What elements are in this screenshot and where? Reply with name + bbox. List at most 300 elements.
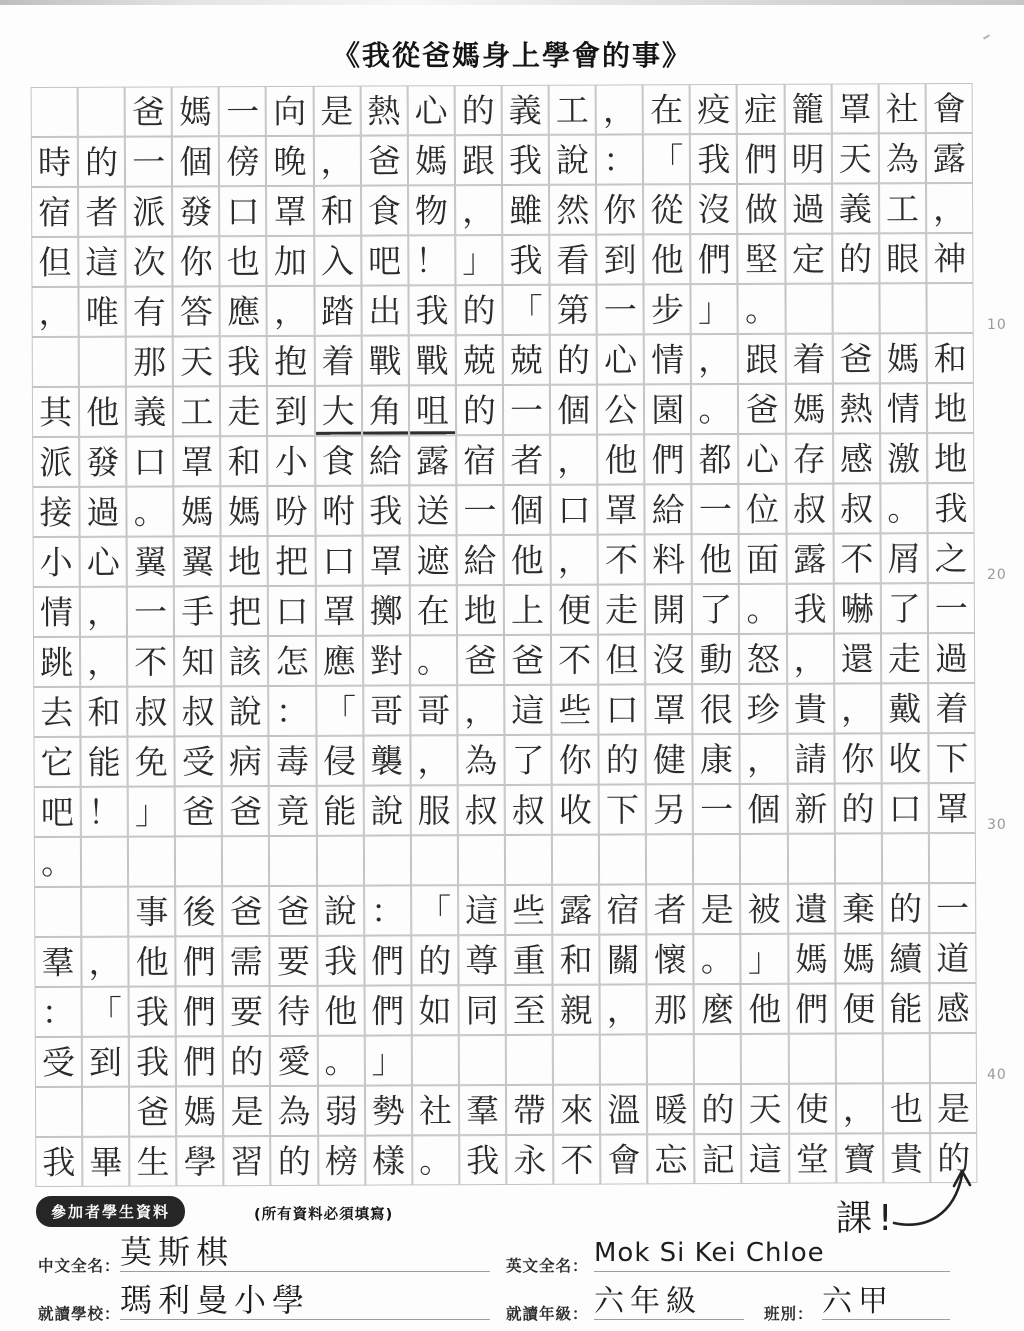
grid-cell: 定	[785, 234, 832, 284]
grid-cell: 羣	[34, 937, 81, 987]
grid-cell: 他	[79, 387, 126, 437]
grid-cell: 們	[364, 935, 411, 985]
grid-cell: 社	[412, 1085, 459, 1135]
grid-cell: 它	[33, 737, 80, 787]
grid-cell	[788, 1034, 835, 1084]
grid-cell: 宿	[31, 187, 78, 237]
grid-cell: 沒	[645, 634, 692, 684]
grid-cell	[34, 887, 81, 937]
grid-cell: 續	[882, 933, 929, 983]
grid-cell: 榜	[318, 1136, 365, 1186]
grid-cell: 咐	[315, 486, 362, 536]
grid-cell	[222, 836, 269, 886]
grid-cell: 他	[692, 534, 739, 584]
grid-cell: 口	[598, 684, 645, 734]
grid-cell: 們	[644, 434, 691, 484]
grid-cell: 重	[505, 935, 552, 985]
grid-cell: 為	[879, 133, 926, 183]
grid-cell: 地	[221, 536, 268, 586]
grid-cell: 們	[176, 986, 223, 1036]
grid-cell: 情	[644, 334, 691, 384]
grid-cell: 毒	[269, 736, 316, 786]
grid-cell: 來	[553, 1085, 600, 1135]
grid-cell: 跟	[455, 135, 502, 185]
grid-cell: 。	[739, 584, 786, 634]
grid-cell: 叔	[833, 483, 880, 533]
grid-cell: 接	[32, 487, 79, 537]
grid-cell: 貴	[787, 684, 834, 734]
grid-cell: 着	[928, 683, 975, 733]
grid-cell: 」	[691, 284, 738, 334]
grid-cell: 勢	[365, 1085, 412, 1135]
grid-cell: 遮	[409, 535, 456, 585]
grid-cell: 永	[506, 1135, 553, 1185]
grid-cell: 道	[929, 933, 976, 983]
grid-cell: 的	[455, 285, 502, 335]
grid-cell: 能	[882, 983, 929, 1033]
grid-cell: 走	[881, 633, 928, 683]
grid-cell: 一	[692, 484, 739, 534]
grid-cell: 一	[597, 284, 644, 334]
grid-cell: 罩	[267, 186, 314, 236]
grid-cell: 戴	[881, 683, 928, 733]
grid-cell: 們	[788, 984, 835, 1034]
grid-cell	[879, 283, 926, 333]
grid-cell: 口	[881, 783, 928, 833]
grid-cell: 明	[784, 134, 831, 184]
grid-cell: ，	[600, 984, 647, 1034]
grid-cell: 的	[930, 1133, 977, 1183]
grid-cell: 樣	[365, 1135, 412, 1185]
grid-cell: 服	[410, 785, 457, 835]
grid-cell: 很	[693, 684, 740, 734]
grid-cell: 他	[317, 986, 364, 1036]
grid-cell: 些	[505, 885, 552, 935]
grid-cell: 「	[643, 134, 690, 184]
grid-cell: 步	[644, 284, 691, 334]
grid-cell: 到	[82, 1037, 129, 1087]
grid-cell: 記	[695, 1134, 742, 1184]
grid-cell	[787, 834, 834, 884]
grid-cell: 把	[221, 586, 268, 636]
grid-cell: 踏	[314, 286, 361, 336]
grid-cell: 罩	[173, 436, 220, 486]
grid-cell: 屑	[880, 533, 927, 583]
grid-cell: 他	[129, 936, 176, 986]
grid-cell: 健	[646, 734, 693, 784]
grid-cell: 第	[550, 285, 597, 335]
grid-cell: 吧	[34, 787, 81, 837]
grid-cell: 和	[927, 333, 974, 383]
school-label: 就讀學校：	[38, 1305, 121, 1323]
grid-cell	[412, 1035, 459, 1085]
grid-cell	[81, 887, 128, 937]
grid-cell: 「	[316, 686, 363, 736]
grid-cell: 」	[364, 1035, 411, 1085]
grid-cell	[646, 834, 693, 884]
grid-cell: 說	[549, 135, 596, 185]
grid-cell: 遺	[788, 884, 835, 934]
grid-cell: 大	[315, 386, 362, 436]
grid-cell: 露	[786, 534, 833, 584]
grid-cell	[82, 1087, 129, 1137]
grid-cell	[31, 87, 78, 137]
grid-cell	[882, 833, 929, 883]
grid-cell: 該	[221, 636, 268, 686]
grid-cell: 工	[549, 85, 596, 135]
grid-cell	[32, 337, 79, 387]
grid-cell: 唯	[79, 287, 126, 337]
grid-cell: 個	[740, 784, 787, 834]
grid-cell: 對	[363, 635, 410, 685]
grid-cell: ，	[834, 683, 881, 733]
grid-cell: 。	[127, 486, 174, 536]
grid-cell: 爸	[832, 333, 879, 383]
chinese-name-label: 中文全名：	[38, 1257, 121, 1275]
grid-cell: 籠	[784, 84, 831, 134]
grid-cell: 的	[271, 1136, 318, 1186]
grid-cell: 是	[930, 1083, 977, 1133]
grid-cell: 都	[692, 434, 739, 484]
grid-cell: 宿	[456, 435, 503, 485]
grid-cell: 傍	[219, 136, 266, 186]
grid-cell: 不	[127, 636, 174, 686]
grid-cell: 去	[33, 687, 80, 737]
grid-cell	[79, 337, 126, 387]
grid-cell: 我	[459, 1135, 506, 1185]
grid-cell	[835, 1033, 882, 1083]
grid-cell: 小	[33, 537, 80, 587]
grid-cell: 你	[834, 733, 881, 783]
grid-cell: 忘	[647, 1134, 694, 1184]
grid-cell: 會	[600, 1134, 647, 1184]
grid-cell	[269, 836, 316, 886]
grid-cell: 「	[82, 987, 129, 1037]
grid-cell: 新	[787, 784, 834, 834]
grid-cell: 親	[553, 985, 600, 1035]
grid-cell: 動	[692, 634, 739, 684]
grid-cell: 那	[647, 984, 694, 1034]
grid-cell: 的	[223, 1036, 270, 1086]
grid-cell: 一	[929, 883, 976, 933]
grid-cell: ：	[364, 885, 411, 935]
grid-cell: 說	[222, 686, 269, 736]
grid-cell: 媽	[174, 486, 221, 536]
grid-cell: 翼	[127, 536, 174, 586]
grid-cell: 這	[742, 1134, 789, 1184]
grid-cell: 我	[927, 483, 974, 533]
grid-cell: 這	[458, 885, 505, 935]
grid-cell: 一	[125, 136, 172, 186]
grid-cell: 不	[553, 1135, 600, 1185]
grid-cell	[740, 834, 787, 884]
grid-cell: 給	[362, 435, 409, 485]
grid-cell: 和	[221, 436, 268, 486]
grid-cell: 心	[597, 334, 644, 384]
grid-cell: 沒	[690, 184, 737, 234]
grid-cell	[694, 1034, 741, 1084]
grid-cell: 。	[880, 483, 927, 533]
grid-cell: 能	[81, 737, 128, 787]
grid-cell	[785, 284, 832, 334]
grid-cell: 心	[739, 434, 786, 484]
grid-cell	[81, 837, 128, 887]
grid-cell: 擲	[362, 585, 409, 635]
grid-cell	[741, 1034, 788, 1084]
grid-cell: ，	[410, 735, 457, 785]
grid-cell: 堅	[738, 234, 785, 284]
grid-cell: 義	[126, 386, 173, 436]
grid-cell: 存	[786, 434, 833, 484]
badge-note: (所有資料必須填寫)	[254, 1207, 394, 1223]
grid-cell	[505, 835, 552, 885]
grid-cell: 們	[691, 234, 738, 284]
grid-cell: 口	[219, 186, 266, 236]
grid-cell: 跳	[33, 637, 80, 687]
grid-cell: 們	[176, 936, 223, 986]
grid-cell: 了	[881, 583, 928, 633]
grid-cell: 情	[33, 587, 80, 637]
grid-cell: 過	[928, 633, 975, 683]
grid-cell: 媽	[221, 486, 268, 536]
grid-cell: 的	[882, 883, 929, 933]
grid-cell: 那	[126, 336, 173, 386]
grid-cell: ：	[596, 134, 643, 184]
grid-cell: 口	[550, 485, 597, 535]
grid-cell: 他	[504, 535, 551, 585]
grid-cell: 把	[268, 536, 315, 586]
grid-cell: 地	[927, 383, 974, 433]
grid-cell: 珍	[740, 684, 787, 734]
grid-cell: 我	[129, 986, 176, 1036]
grid-cell: 園	[644, 384, 691, 434]
grid-cell: 爸	[270, 886, 317, 936]
grid-cell: 帶	[506, 1085, 553, 1135]
grid-cell	[930, 1033, 977, 1083]
grid-cell: 媽	[408, 135, 455, 185]
grid-cell: 哥	[363, 685, 410, 735]
grid-cell: 不	[598, 534, 645, 584]
grid-cell: ，	[31, 287, 78, 337]
line-count-10: 10	[987, 317, 1007, 333]
grid-cell: 「	[502, 285, 549, 335]
grid-cell: 然	[549, 185, 596, 235]
grid-cell: 和	[314, 186, 361, 236]
grid-cell: 開	[645, 584, 692, 634]
grid-cell: 爸	[129, 1086, 176, 1136]
grid-cell: ，	[81, 937, 128, 987]
grid-cell: 叔	[786, 484, 833, 534]
grid-cell: 答	[173, 286, 220, 336]
grid-cell: 侵	[316, 736, 363, 786]
grid-cell	[78, 87, 125, 137]
grid-cell: 的	[694, 1084, 741, 1134]
grid-cell: 麼	[694, 984, 741, 1034]
grid-cell: ，	[80, 587, 127, 637]
participant-info-badge: 參加者學生資料	[36, 1196, 185, 1227]
grid-cell: 疫	[690, 84, 737, 134]
grid-cell: 。	[34, 837, 81, 887]
grid-cell: ：	[269, 686, 316, 736]
grid-cell: 上	[504, 585, 551, 635]
essay-title: 《我從爸媽身上學會的事》	[331, 39, 692, 72]
grid-cell: ，	[80, 637, 127, 687]
grid-cell: 着	[314, 336, 361, 386]
grid-cell: 神	[926, 233, 973, 283]
grid-cell: 我	[502, 135, 549, 185]
grid-cell: 罩	[831, 83, 878, 133]
grid-cell: 弱	[318, 1086, 365, 1136]
grid-cell: 公	[597, 384, 644, 434]
grid-cell: 下	[599, 784, 646, 834]
grid-cell: 發	[79, 437, 126, 487]
grid-cell: 免	[128, 736, 175, 786]
grid-cell: 爸	[361, 135, 408, 185]
grid-cell: 你	[596, 184, 643, 234]
grid-cell: 食	[315, 436, 362, 486]
grid-cell: 爸	[457, 635, 504, 685]
grid-cell: ，	[457, 685, 504, 735]
grid-cell	[458, 835, 505, 885]
manuscript-grid	[31, 83, 978, 1187]
grid-cell: 要	[223, 986, 270, 1036]
grid-cell: 地	[927, 433, 974, 483]
grid-cell: 他	[644, 234, 691, 284]
grid-cell: 罩	[929, 783, 976, 833]
grid-cell: ，	[313, 136, 360, 186]
grid-cell: 我	[362, 485, 409, 535]
grid-cell: 個	[172, 136, 219, 186]
grid-cell: 罩	[362, 535, 409, 585]
grid-cell: 媽	[788, 934, 835, 984]
grid-cell: 位	[739, 484, 786, 534]
grid-cell: 哥	[410, 685, 457, 735]
grid-cell: 向	[266, 86, 313, 136]
grid-cell: 事	[128, 886, 175, 936]
grid-cell: 發	[172, 186, 219, 236]
grid-cell: 便	[551, 585, 598, 635]
grid-cell: 我	[502, 235, 549, 285]
grid-cell: 過	[79, 487, 126, 537]
grid-cell: 為	[270, 1086, 317, 1136]
grid-cell	[835, 833, 882, 883]
grid-cell: 為	[457, 735, 504, 785]
grid-cell: 激	[880, 433, 927, 483]
grid-cell: 的	[411, 935, 458, 985]
grid-cell: ，	[596, 84, 643, 134]
grid-cell: 過	[785, 184, 832, 234]
grid-cell: 他	[741, 984, 788, 1034]
grid-cell	[926, 283, 973, 333]
grid-cell: 走	[220, 386, 267, 436]
grade-label: 就讀年級：	[506, 1305, 589, 1323]
grid-cell: 叔	[505, 785, 552, 835]
grid-cell: 。	[410, 635, 457, 685]
grid-cell: 熱	[360, 85, 407, 135]
grid-cell: 習	[224, 1136, 271, 1186]
grid-cell: 我	[786, 584, 833, 634]
grid-cell: 不	[833, 533, 880, 583]
grid-cell: 。	[691, 384, 738, 434]
grid-cell: ，	[836, 1083, 883, 1133]
grid-cell: 入	[314, 236, 361, 286]
scan-edge-artifact	[0, 0, 1024, 5]
grid-cell: 媽	[835, 933, 882, 983]
grid-cell: 襲	[363, 735, 410, 785]
grid-cell: 同	[458, 985, 505, 1035]
grid-cell: 送	[409, 485, 456, 535]
grid-cell: 」	[128, 786, 175, 836]
grid-cell: 「	[411, 885, 458, 935]
chinese-name-value: 莫斯棋	[120, 1228, 490, 1272]
grid-cell: 貴	[883, 1133, 930, 1183]
grid-cell: 爸	[222, 786, 269, 836]
class-label: 班別：	[764, 1305, 814, 1323]
grid-cell: 但	[598, 634, 645, 684]
grid-cell	[364, 835, 411, 885]
grid-cell	[316, 836, 363, 886]
grid-cell: 爸	[504, 635, 551, 685]
grid-cell	[647, 1034, 694, 1084]
grid-cell: 我	[129, 1036, 176, 1086]
grid-cell: 走	[598, 584, 645, 634]
grid-cell: 一	[127, 586, 174, 636]
grid-cell: 出	[361, 285, 408, 335]
handwritten-annotation: 課!	[836, 1198, 899, 1239]
grid-cell	[832, 283, 879, 333]
grid-cell: 爸	[175, 786, 222, 836]
grid-cell: 後	[175, 886, 222, 936]
grid-cell: 小	[268, 436, 315, 486]
grid-cell: 媽	[172, 86, 219, 136]
grid-cell: 需	[223, 936, 270, 986]
grid-cell: 收	[881, 733, 928, 783]
grid-cell	[459, 1035, 506, 1085]
grid-cell: 」	[455, 235, 502, 285]
grid-cell: 另	[646, 784, 693, 834]
grid-cell: 宿	[599, 884, 646, 934]
grid-cell: 物	[408, 185, 455, 235]
grid-cell: 些	[551, 685, 598, 735]
grid-cell: 會	[925, 83, 972, 133]
grid-cell: 的	[550, 335, 597, 385]
grid-cell: 的	[456, 385, 503, 435]
grid-cell: 咀	[409, 385, 456, 435]
grid-cell: 便	[835, 983, 882, 1033]
grid-cell: 工	[879, 183, 926, 233]
grid-cell: 。	[738, 284, 785, 334]
grid-cell: 口	[126, 436, 173, 486]
grid-cell: ，	[455, 185, 502, 235]
grid-cell: 是	[693, 884, 740, 934]
grid-cell: 時	[31, 137, 78, 187]
grid-cell: 我	[408, 285, 455, 335]
grid-cell: 們	[737, 134, 784, 184]
grid-cell: 地	[457, 585, 504, 635]
grid-cell	[599, 834, 646, 884]
grid-cell: 但	[31, 237, 78, 287]
english-name-value: Mok Si Kei Chloe	[594, 1232, 950, 1272]
line-count-40: 40	[987, 1067, 1007, 1083]
grid-cell: 還	[834, 633, 881, 683]
grid-cell: 一	[219, 86, 266, 136]
grid-cell: 其	[32, 387, 79, 437]
grid-cell: 了	[692, 584, 739, 634]
grid-cell: 羣	[459, 1085, 506, 1135]
grid-cell: 我	[690, 134, 737, 184]
grid-cell: 派	[125, 186, 172, 236]
grid-cell: 者	[646, 884, 693, 934]
